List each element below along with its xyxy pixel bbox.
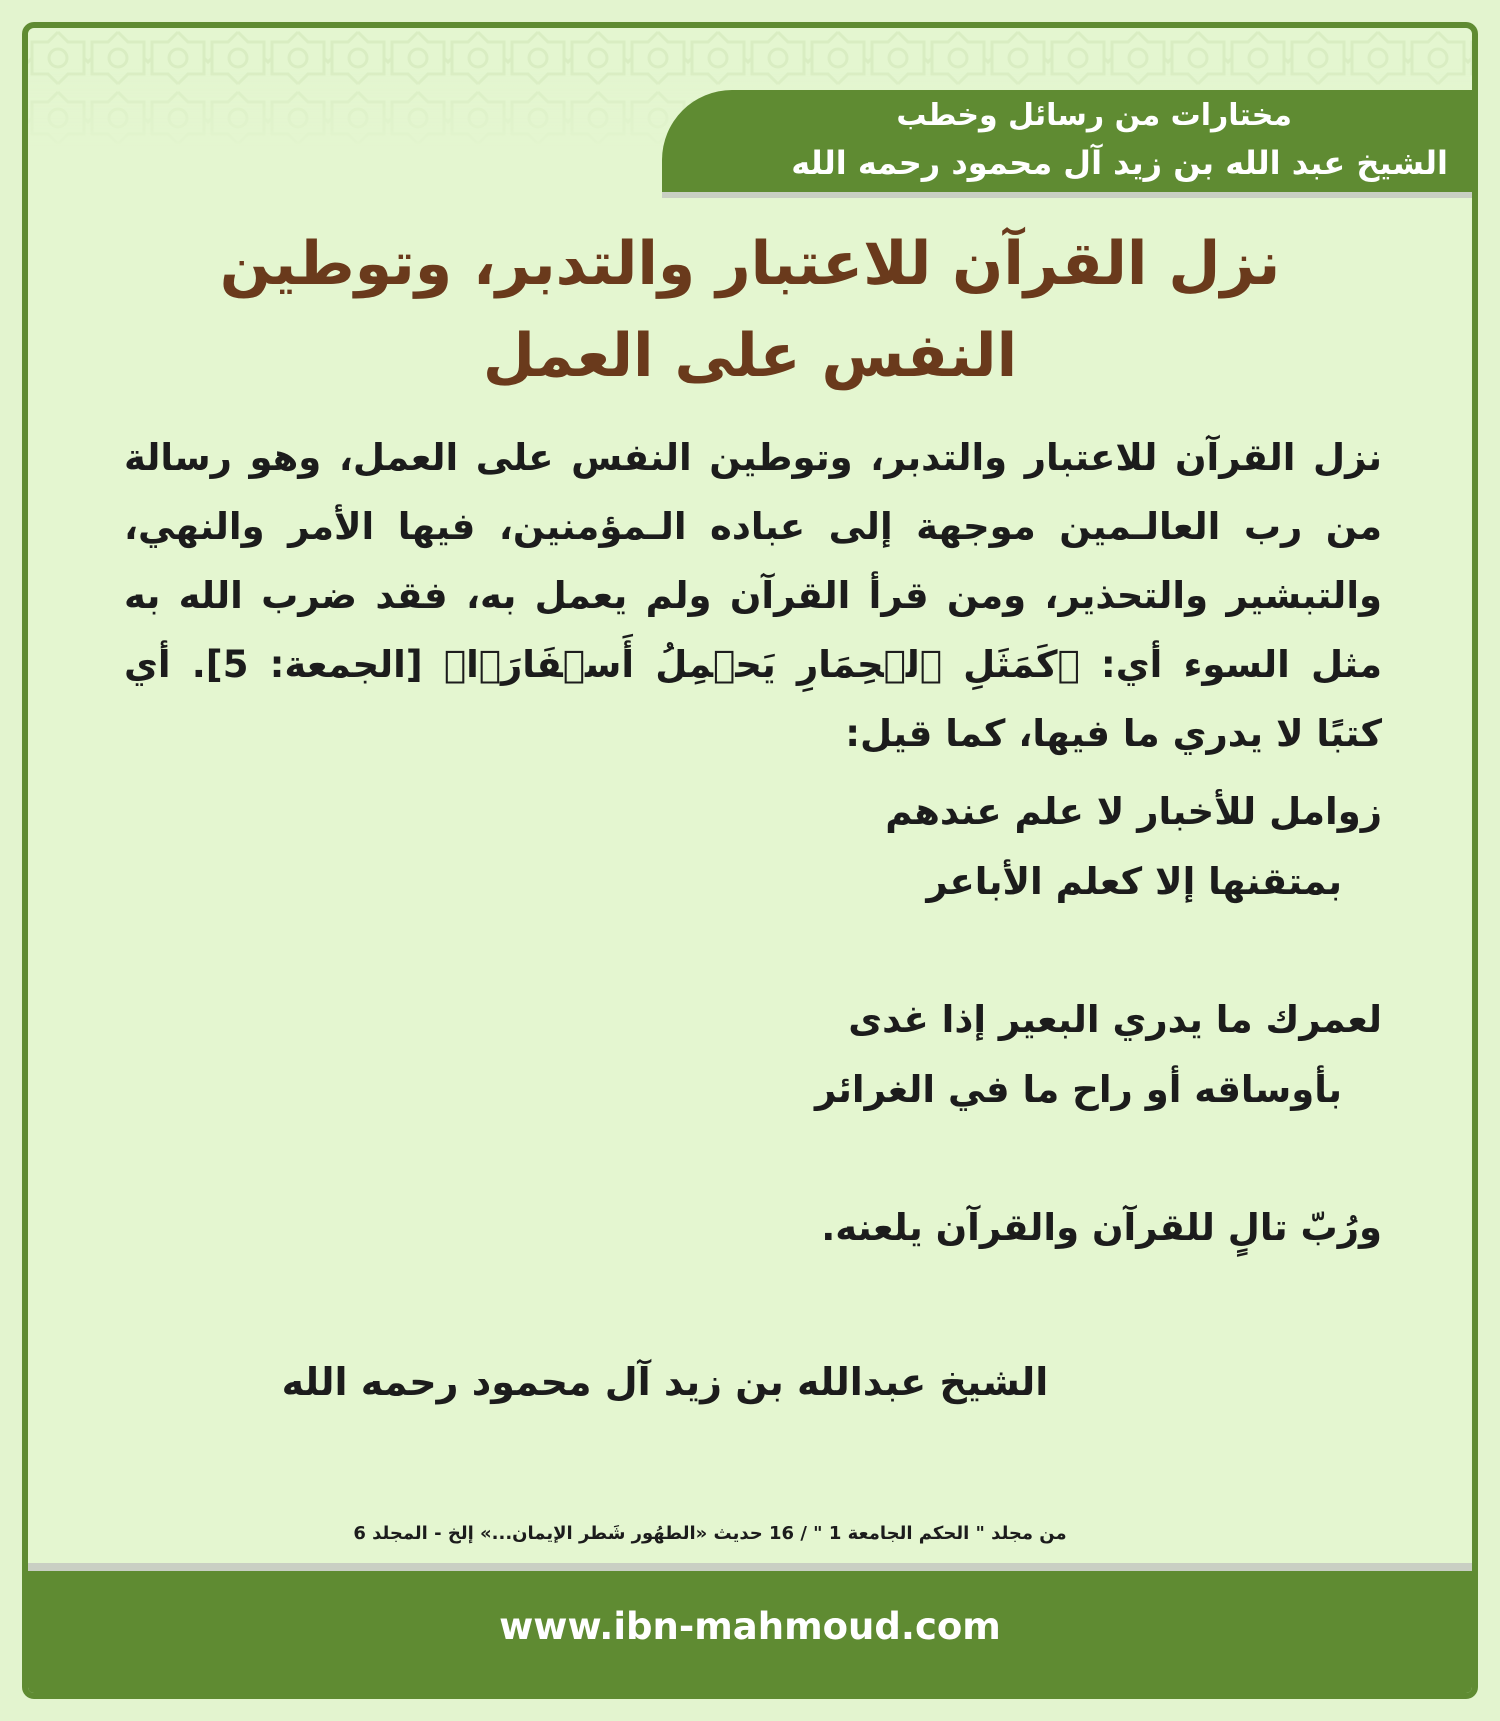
source-citation: من مجلد " الحكم الجامعة 1 " / 16 حديث «الطهُور شَطر الإيمان...» إلخ - المجلد 6 — [353, 1523, 1067, 1544]
website-link[interactable]: www.ibn-mahmoud.com — [499, 1605, 1001, 1648]
header-series-title: مختارات من رسائل وخطب — [896, 98, 1292, 133]
poem-verse-1: زوامل للأخبار لا علم عندهم — [885, 790, 1382, 833]
header-band — [662, 90, 1472, 198]
header-author: الشيخ عبد الله بن زيد آل محمود رحمه الله — [791, 144, 1448, 182]
poem-verse-4: بأوساقه أو راح ما في الغرائر — [815, 1068, 1342, 1111]
signature: الشيخ عبدالله بن زيد آل محمود رحمه الله — [281, 1360, 1049, 1404]
page-card — [22, 22, 1478, 1699]
article-title: نزل القرآن للاعتبار والتدبر، وتوطين النفس على العمل — [219, 229, 1281, 391]
article-body: نزل القرآن للاعتبار والتدبر، وتوطين النفس على العمل، وهو رسالة من رب العالـمين موجهة إلى عباده الـمؤمنين، فيها الأمر والنهي، والتبشير والتحذير، ومن قرأ القرآن ولم يعمل به، فقد ضرب الله به مثل السوء أي: ﴿كَمَثَلِ ٱلۡحِمَارِ يَحۡمِلُ أَسۡفَارَۢا﴾ [الجمعة: 5]. أي كتبًا لا يدري ما فيها، كما قيل: — [124, 436, 1382, 755]
closing-line: ورُبّ تالٍ للقرآن والقرآن يلعنه. — [821, 1206, 1382, 1249]
poem-verse-3: لعمرك ما يدري البعير إذا غدى — [848, 998, 1382, 1041]
poem-verse-2: بمتقنها إلا كعلم الأباعر — [926, 860, 1342, 903]
footer-band — [28, 1563, 1472, 1693]
